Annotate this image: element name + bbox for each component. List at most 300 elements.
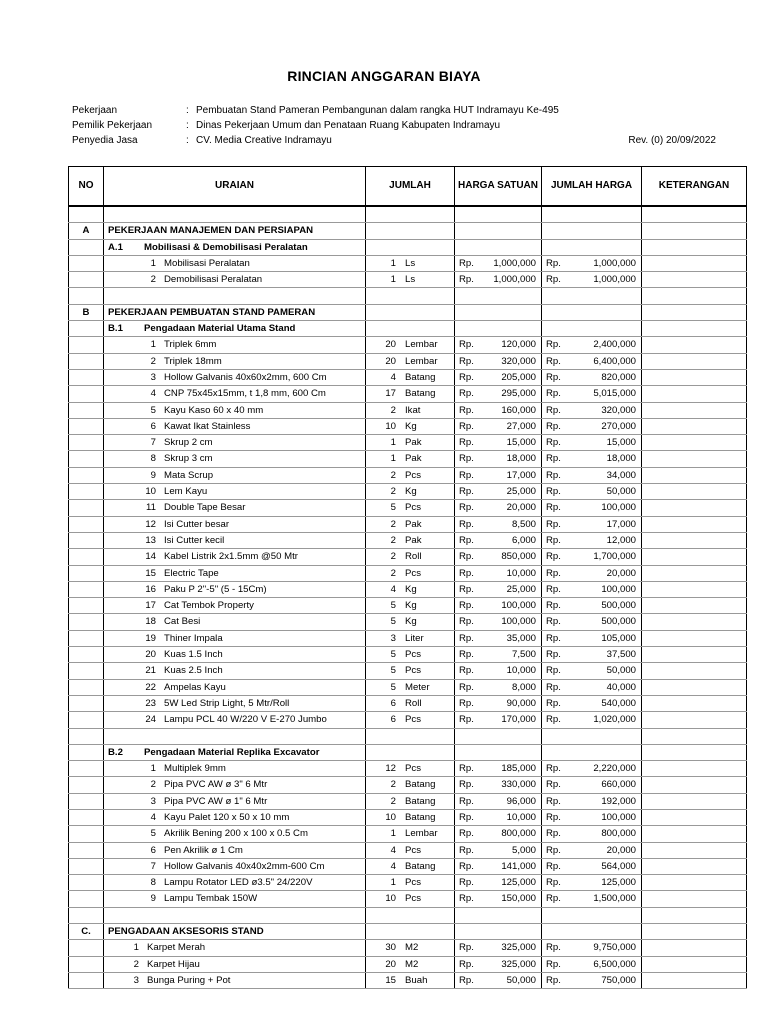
unit-price: 125,000 [501, 877, 536, 889]
header-jumlah-harga: JUMLAH HARGA [542, 167, 642, 207]
currency-label: Rp. [546, 697, 561, 709]
item-label: Kawat Ikat Stainless [164, 420, 251, 432]
table-row [69, 956, 747, 972]
total-price: 1,500,000 [593, 893, 636, 905]
unit-price: 320,000 [501, 355, 536, 367]
section-no: B [69, 304, 104, 320]
table-row [69, 809, 747, 825]
section-label: PEKERJAAN MANAJEMEN DAN PERSIAPAN [104, 223, 366, 239]
item-label: Paku P 2"-5" (5 - 15Cm) [164, 583, 267, 595]
currency-label: Rp. [546, 795, 561, 807]
item-qty: 4 [390, 371, 396, 383]
currency-label: Rp. [546, 779, 561, 791]
item-unit: Batang [405, 371, 436, 383]
revision-label: Rev. (0) 20/09/2022 [628, 135, 716, 146]
item-number: 24 [145, 714, 156, 726]
table-header [69, 167, 747, 207]
unit-price: 25,000 [506, 583, 536, 595]
item-label: Double Tape Besar [164, 502, 246, 514]
item-number: 3 [150, 795, 156, 807]
currency-label: Rp. [459, 649, 474, 661]
item-unit: Meter [405, 681, 430, 693]
item-qty: 20 [385, 355, 396, 367]
currency-label: Rp. [546, 404, 561, 416]
currency-label: Rp. [546, 583, 561, 595]
currency-label: Rp. [546, 649, 561, 661]
currency-label: Rp. [459, 665, 474, 677]
item-label: Hollow Galvanis 40x40x2mm-600 Cm [164, 860, 325, 872]
item-label: Lem Kayu [164, 486, 208, 498]
currency-label: Rp. [546, 257, 561, 269]
item-number: 16 [145, 583, 156, 595]
item-number: 2 [150, 274, 156, 286]
currency-label: Rp. [546, 502, 561, 514]
table-row [69, 369, 747, 385]
total-price: 20,000 [606, 844, 636, 856]
item-unit: Batang [405, 860, 436, 872]
currency-label: Rp. [459, 274, 474, 286]
item-label: Pipa PVC AW ø 1" 6 Mtr [164, 795, 268, 807]
item-label: Isi Cutter besar [164, 518, 230, 530]
item-qty: 2 [390, 404, 396, 416]
currency-label: Rp. [546, 274, 561, 286]
table-row [69, 500, 747, 516]
item-unit: Pak [405, 453, 422, 465]
item-qty: 4 [390, 583, 396, 595]
unit-price: 8,500 [511, 518, 536, 530]
currency-label: Rp. [546, 714, 561, 726]
item-label: Skrup 2 cm [164, 437, 213, 449]
item-qty: 30 [385, 942, 396, 954]
currency-label: Rp. [459, 893, 474, 905]
total-price: 500,000 [601, 600, 636, 612]
item-number: 12 [145, 518, 156, 530]
item-qty: 5 [390, 616, 396, 628]
item-unit: Lembar [405, 828, 438, 840]
info-label: Pemilik Pekerjaan [72, 120, 153, 131]
item-label: Cat Tembok Property [164, 600, 254, 612]
info-separator: : [186, 120, 189, 131]
item-qty: 1 [390, 257, 396, 269]
currency-label: Rp. [546, 763, 561, 775]
currency-label: Rp. [546, 616, 561, 628]
item-number: 3 [133, 974, 139, 986]
item-label: Mobilisasi Peralatan [164, 257, 250, 269]
item-number: 13 [145, 534, 156, 546]
currency-label: Rp. [459, 420, 474, 432]
blank-row [69, 728, 747, 744]
currency-label: Rp. [546, 877, 561, 889]
item-unit: Pcs [405, 844, 421, 856]
currency-label: Rp. [459, 942, 474, 954]
unit-price: 8,000 [511, 681, 536, 693]
table-row [69, 940, 747, 956]
header-no: NO [69, 167, 104, 207]
unit-price: 295,000 [501, 388, 536, 400]
item-qty: 10 [385, 420, 396, 432]
unit-price: 325,000 [501, 942, 536, 954]
table-row [69, 272, 747, 288]
subsection-label: Pengadaan Material Replika Excavator [144, 746, 320, 758]
currency-label: Rp. [459, 714, 474, 726]
item-label: Isi Cutter kecil [164, 534, 225, 546]
table-row [69, 353, 747, 369]
currency-label: Rp. [459, 355, 474, 367]
unit-price: 17,000 [506, 469, 536, 481]
item-label: Demobilisasi Peralatan [164, 274, 263, 286]
currency-label: Rp. [459, 860, 474, 872]
section-label: PENGADAAN AKSESORIS STAND [104, 924, 366, 940]
currency-label: Rp. [459, 844, 474, 856]
item-label: Kabel Listrik 2x1.5mm @50 Mtr [164, 551, 298, 563]
unit-price: 10,000 [506, 567, 536, 579]
item-label: Karpet Hijau [147, 958, 200, 970]
currency-label: Rp. [459, 616, 474, 628]
item-unit: Ikat [405, 404, 421, 416]
total-price: 17,000 [606, 518, 636, 530]
item-qty: 3 [390, 632, 396, 644]
item-unit: Liter [405, 632, 424, 644]
currency-label: Rp. [546, 469, 561, 481]
item-number: 23 [145, 697, 156, 709]
currency-label: Rp. [459, 371, 474, 383]
currency-label: Rp. [459, 811, 474, 823]
item-qty: 6 [390, 714, 396, 726]
info-label: Pekerjaan [72, 105, 118, 116]
header-harga-satuan: HARGA SATUAN [455, 167, 542, 207]
item-qty: 4 [390, 860, 396, 872]
currency-label: Rp. [546, 632, 561, 644]
table-row [69, 467, 747, 483]
currency-label: Rp. [546, 355, 561, 367]
unit-price: 330,000 [501, 779, 536, 791]
unit-price: 18,000 [506, 453, 536, 465]
item-unit: Batang [405, 779, 436, 791]
item-label: Hollow Galvanis 40x60x2mm, 600 Cm [164, 371, 327, 383]
item-label: Bunga Puring + Pot [147, 974, 231, 986]
unit-price: 50,000 [506, 974, 536, 986]
currency-label: Rp. [459, 877, 474, 889]
total-price: 564,000 [601, 860, 636, 872]
item-label: Kayu Kaso 60 x 40 mm [164, 404, 264, 416]
total-price: 270,000 [601, 420, 636, 432]
table-row [69, 451, 747, 467]
currency-label: Rp. [459, 469, 474, 481]
item-unit: Kg [405, 600, 417, 612]
currency-label: Rp. [546, 551, 561, 563]
item-number: 1 [150, 339, 156, 351]
subsection-row [69, 321, 747, 337]
budget-table [68, 166, 747, 989]
total-price: 37,500 [606, 649, 636, 661]
total-price: 40,000 [606, 681, 636, 693]
table-row [69, 679, 747, 695]
total-price: 20,000 [606, 567, 636, 579]
table-row [69, 793, 747, 809]
currency-label: Rp. [546, 681, 561, 693]
total-price: 12,000 [606, 534, 636, 546]
table-row [69, 565, 747, 581]
item-label: Pipa PVC AW ø 3" 6 Mtr [164, 779, 268, 791]
currency-label: Rp. [546, 486, 561, 498]
header-uraian: URAIAN [104, 167, 366, 207]
item-unit: Pcs [405, 877, 421, 889]
total-price: 800,000 [601, 828, 636, 840]
currency-label: Rp. [546, 665, 561, 677]
item-qty: 1 [390, 453, 396, 465]
item-unit: Pcs [405, 502, 421, 514]
section-row [69, 304, 747, 320]
total-price: 9,750,000 [593, 942, 636, 954]
item-qty: 2 [390, 534, 396, 546]
item-qty: 12 [385, 763, 396, 775]
currency-label: Rp. [546, 958, 561, 970]
item-qty: 5 [390, 665, 396, 677]
table-row [69, 549, 747, 565]
unit-price: 1,000,000 [493, 257, 536, 269]
total-price: 6,500,000 [593, 958, 636, 970]
item-qty: 6 [390, 697, 396, 709]
item-number: 1 [150, 257, 156, 269]
currency-label: Rp. [459, 583, 474, 595]
item-qty: 1 [390, 828, 396, 840]
subsection-code: A.1 [108, 241, 123, 253]
total-price: 1,000,000 [593, 274, 636, 286]
unit-price: 5,000 [511, 844, 536, 856]
currency-label: Rp. [546, 567, 561, 579]
total-price: 1,000,000 [593, 257, 636, 269]
section-row [69, 223, 747, 239]
item-qty: 2 [390, 518, 396, 530]
currency-label: Rp. [546, 942, 561, 954]
unit-price: 100,000 [501, 616, 536, 628]
item-label: Triplek 18mm [164, 355, 222, 367]
total-price: 820,000 [601, 371, 636, 383]
currency-label: Rp. [546, 828, 561, 840]
item-unit: Pak [405, 437, 422, 449]
currency-label: Rp. [546, 339, 561, 351]
item-number: 7 [150, 437, 156, 449]
item-qty: 5 [390, 600, 396, 612]
unit-price: 6,000 [511, 534, 536, 546]
table-row [69, 614, 747, 630]
item-label: Thiner Impala [164, 632, 223, 644]
info-value: Pembuatan Stand Pameran Pembangunan dalam rangka HUT Indramayu Ke-495 [196, 105, 559, 116]
unit-price: 35,000 [506, 632, 536, 644]
table-row [69, 875, 747, 891]
item-unit: Pak [405, 518, 422, 530]
item-number: 2 [150, 779, 156, 791]
total-price: 34,000 [606, 469, 636, 481]
item-unit: Pcs [405, 567, 421, 579]
total-price: 125,000 [601, 877, 636, 889]
unit-price: 850,000 [501, 551, 536, 563]
table-row [69, 695, 747, 711]
total-price: 660,000 [601, 779, 636, 791]
unit-price: 7,500 [511, 649, 536, 661]
unit-price: 96,000 [506, 795, 536, 807]
item-unit: Pcs [405, 649, 421, 661]
item-unit: Pak [405, 534, 422, 546]
item-qty: 4 [390, 844, 396, 856]
currency-label: Rp. [546, 534, 561, 546]
unit-price: 325,000 [501, 958, 536, 970]
subsection-row [69, 239, 747, 255]
currency-label: Rp. [459, 958, 474, 970]
currency-label: Rp. [459, 600, 474, 612]
table-row [69, 842, 747, 858]
table-row [69, 647, 747, 663]
info-value: Dinas Pekerjaan Umum dan Penataan Ruang Kabupaten Indramayu [196, 120, 501, 131]
unit-price: 20,000 [506, 502, 536, 514]
item-unit: Batang [405, 811, 436, 823]
item-number: 19 [145, 632, 156, 644]
currency-label: Rp. [459, 551, 474, 563]
currency-label: Rp. [546, 811, 561, 823]
document-title: RINCIAN ANGGARAN BIAYA [287, 68, 481, 84]
item-label: Akrilik Bening 200 x 100 x 0.5 Cm [164, 828, 308, 840]
table-body [69, 206, 747, 989]
currency-label: Rp. [546, 860, 561, 872]
item-qty: 2 [390, 551, 396, 563]
total-price: 100,000 [601, 811, 636, 823]
table-row [69, 761, 747, 777]
currency-label: Rp. [546, 974, 561, 986]
subsection-row [69, 744, 747, 760]
total-price: 50,000 [606, 486, 636, 498]
section-row [69, 924, 747, 940]
currency-label: Rp. [459, 388, 474, 400]
item-unit: Batang [405, 388, 436, 400]
item-unit: Kg [405, 583, 417, 595]
item-number: 10 [145, 486, 156, 498]
item-label: Pen Akrilik ø 1 Cm [164, 844, 243, 856]
item-label: Lampu PCL 40 W/220 V E-270 Jumbo [164, 714, 327, 726]
item-label: Multiplek 9mm [164, 763, 226, 775]
currency-label: Rp. [459, 632, 474, 644]
currency-label: Rp. [459, 697, 474, 709]
total-price: 2,220,000 [593, 763, 636, 775]
table-row [69, 777, 747, 793]
total-price: 6,400,000 [593, 355, 636, 367]
item-qty: 2 [390, 779, 396, 791]
item-unit: Lembar [405, 339, 438, 351]
subsection-code: B.2 [108, 746, 123, 758]
total-price: 500,000 [601, 616, 636, 628]
unit-price: 1,000,000 [493, 274, 536, 286]
item-qty: 1 [390, 877, 396, 889]
item-unit: Roll [405, 697, 422, 709]
item-qty: 10 [385, 811, 396, 823]
table-row [69, 484, 747, 500]
item-qty: 15 [385, 974, 396, 986]
unit-price: 160,000 [501, 404, 536, 416]
currency-label: Rp. [459, 518, 474, 530]
subsection-label: Mobilisasi & Demobilisasi Peralatan [144, 241, 308, 253]
unit-price: 120,000 [501, 339, 536, 351]
item-unit: Kg [405, 420, 417, 432]
currency-label: Rp. [459, 974, 474, 986]
total-price: 2,400,000 [593, 339, 636, 351]
item-number: 18 [145, 616, 156, 628]
unit-price: 141,000 [501, 860, 536, 872]
unit-price: 15,000 [506, 437, 536, 449]
currency-label: Rp. [459, 828, 474, 840]
currency-label: Rp. [546, 420, 561, 432]
unit-price: 10,000 [506, 811, 536, 823]
item-number: 6 [150, 420, 156, 432]
item-label: Kuas 1.5 Inch [164, 649, 223, 661]
item-label: Karpet Merah [147, 942, 206, 954]
item-number: 21 [145, 665, 156, 677]
item-label: Lampu Tembak 150W [164, 893, 258, 905]
currency-label: Rp. [459, 681, 474, 693]
item-label: CNP 75x45x15mm, t 1,8 mm, 600 Cm [164, 388, 326, 400]
item-label: Ampelas Kayu [164, 681, 226, 693]
currency-label: Rp. [459, 453, 474, 465]
table-row [69, 630, 747, 646]
table-row [69, 337, 747, 353]
table-row [69, 858, 747, 874]
item-unit: Roll [405, 551, 422, 563]
item-number: 2 [150, 355, 156, 367]
table-row [69, 532, 747, 548]
item-number: 3 [150, 371, 156, 383]
item-label: Lampu Rotator LED ø3.5" 24/220V [164, 877, 313, 889]
blank-row [69, 206, 747, 223]
total-price: 100,000 [601, 502, 636, 514]
item-number: 1 [133, 942, 139, 954]
subsection-label: Pengadaan Material Utama Stand [144, 323, 296, 335]
item-label: Electric Tape [164, 567, 219, 579]
info-separator: : [186, 105, 189, 116]
currency-label: Rp. [546, 844, 561, 856]
unit-price: 170,000 [501, 714, 536, 726]
item-number: 11 [146, 502, 156, 514]
total-price: 1,020,000 [593, 714, 636, 726]
total-price: 1,700,000 [593, 551, 636, 563]
unit-price: 25,000 [506, 486, 536, 498]
item-number: 6 [150, 844, 156, 856]
item-unit: Pcs [405, 893, 421, 905]
total-price: 15,000 [606, 437, 636, 449]
info-pekerjaan [72, 104, 722, 118]
currency-label: Rp. [459, 437, 474, 449]
currency-label: Rp. [459, 779, 474, 791]
unit-price: 150,000 [501, 893, 536, 905]
item-number: 14 [145, 551, 156, 563]
unit-price: 100,000 [501, 600, 536, 612]
item-number: 4 [150, 388, 156, 400]
currency-label: Rp. [546, 388, 561, 400]
item-qty: 1 [390, 437, 396, 449]
item-qty: 2 [390, 795, 396, 807]
item-label: Skrup 3 cm [164, 453, 213, 465]
unit-price: 90,000 [506, 697, 536, 709]
table-row [69, 516, 747, 532]
unit-price: 205,000 [501, 371, 536, 383]
unit-price: 10,000 [506, 665, 536, 677]
total-price: 50,000 [606, 665, 636, 677]
table-row [69, 435, 747, 451]
item-number: 5 [150, 404, 156, 416]
item-unit: Pcs [405, 763, 421, 775]
item-number: 9 [150, 469, 156, 481]
item-unit: Kg [405, 616, 417, 628]
currency-label: Rp. [546, 371, 561, 383]
item-unit: M2 [405, 958, 419, 970]
item-label: Triplek 6mm [164, 339, 217, 351]
